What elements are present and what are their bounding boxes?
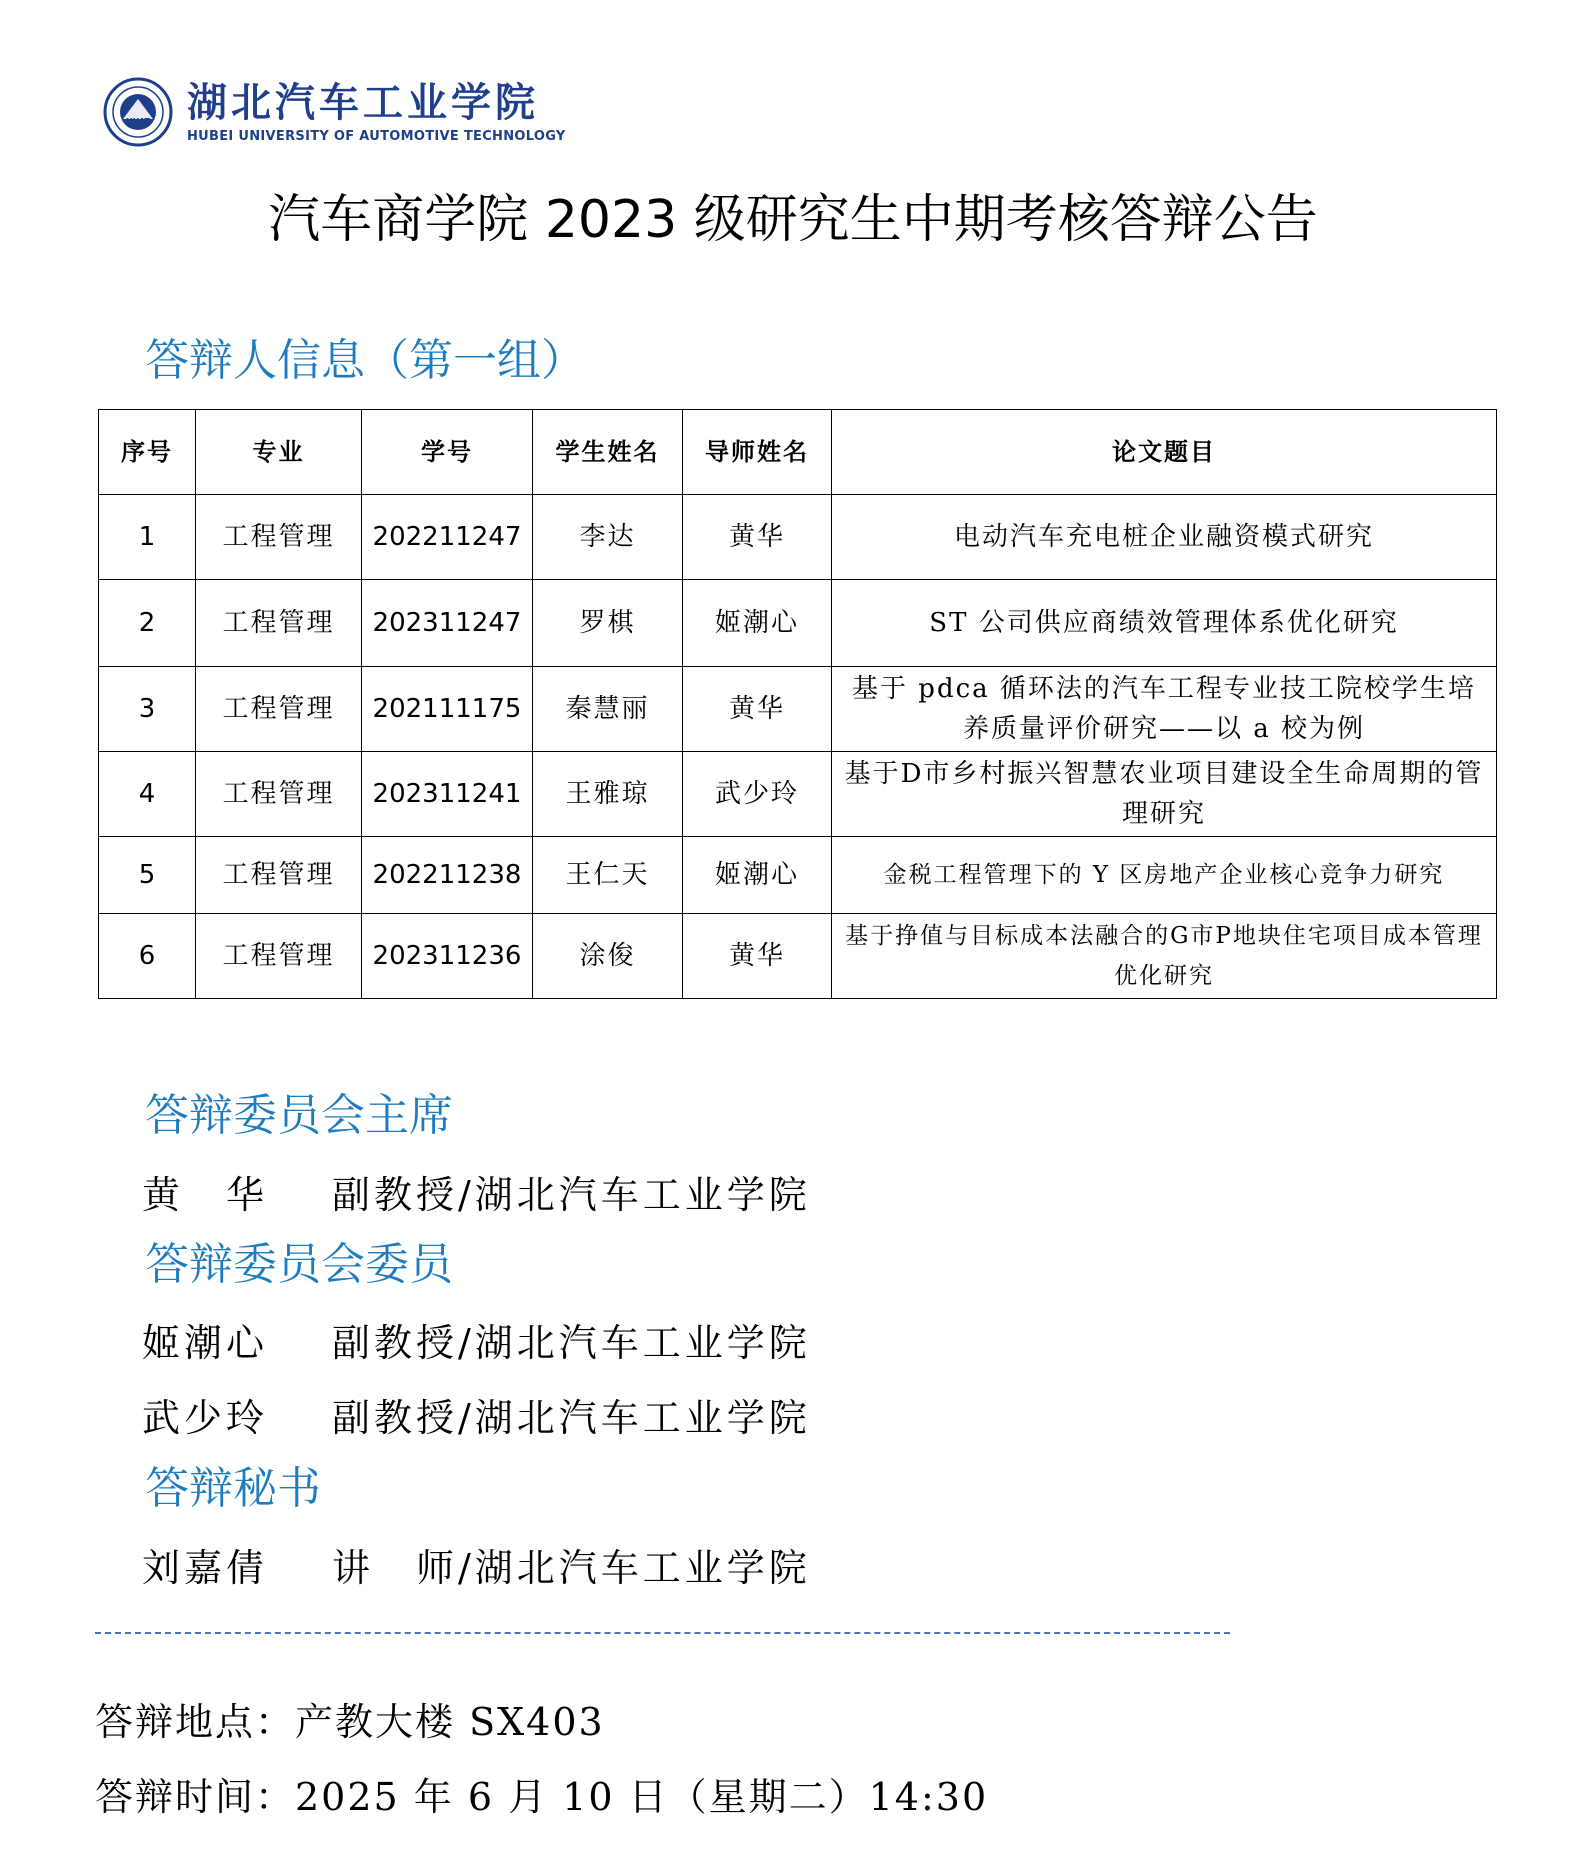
cell-major: 工程管理 <box>196 495 362 580</box>
header-major: 专业 <box>196 410 362 495</box>
cell-advisor-name: 武少玲 <box>683 752 832 837</box>
secretary-entry <box>142 1543 811 1593</box>
defense-time: 答辩时间：2025 年 6 月 10 日（星期二）14:30 <box>95 1775 989 1819</box>
cell-no: 5 <box>99 837 196 914</box>
cell-no: 2 <box>99 580 196 667</box>
member-affiliation: 副教授/湖北汽车工业学院 <box>332 1396 811 1440</box>
table-row <box>99 837 1497 914</box>
chair-heading: 答辩委员会主席 <box>145 1090 453 1141</box>
university-seal-icon <box>103 77 173 147</box>
cell-major: 工程管理 <box>196 752 362 837</box>
cell-student-name: 王雅琼 <box>533 752 683 837</box>
cell-thesis-title: 基于 pdca 循环法的汽车工程专业技工院校学生培养质量评价研究——以 a 校为例 <box>832 667 1497 752</box>
member-entry <box>142 1393 811 1443</box>
cell-student-name: 王仁天 <box>533 837 683 914</box>
cell-major: 工程管理 <box>196 914 362 999</box>
cell-advisor-name: 姬潮心 <box>683 580 832 667</box>
header-thesis-title: 论文题目 <box>832 410 1497 495</box>
cell-thesis-title: 金税工程管理下的 Y 区房地产企业核心竞争力研究 <box>832 837 1497 914</box>
cell-thesis-title: 基于挣值与目标成本法融合的G市P地块住宅项目成本管理优化研究 <box>832 914 1497 999</box>
logo-english-name: HUBEI UNIVERSITY OF AUTOMOTIVE TECHNOLOGY <box>187 129 566 144</box>
logo-chinese-name: 湖北汽车工业学院 <box>187 79 539 126</box>
cell-no: 6 <box>99 914 196 999</box>
cell-student-id: 202211238 <box>362 837 533 914</box>
university-logo <box>103 77 566 149</box>
table-row <box>99 914 1497 999</box>
cell-advisor-name: 姬潮心 <box>683 837 832 914</box>
cell-major: 工程管理 <box>196 837 362 914</box>
table-row <box>99 580 1497 667</box>
members-heading: 答辩委员会委员 <box>145 1239 453 1290</box>
group-heading: 答辩人信息（第一组） <box>145 335 585 386</box>
member-name: 武少玲 <box>142 1396 269 1440</box>
cell-student-id: 202311247 <box>362 580 533 667</box>
cell-student-name: 罗棋 <box>533 580 683 667</box>
chair-affiliation: 副教授/湖北汽车工业学院 <box>332 1173 811 1217</box>
cell-student-id: 202311236 <box>362 914 533 999</box>
table-row <box>99 752 1497 837</box>
cell-student-name: 涂俊 <box>533 914 683 999</box>
secretary-affiliation: 讲 师/湖北汽车工业学院 <box>332 1546 811 1590</box>
document-title: 汽车商学院 2023 级研究生中期考核答辩公告 <box>268 190 1318 250</box>
defense-student-table <box>98 409 1497 999</box>
member-name: 姬潮心 <box>142 1321 269 1365</box>
dashed-divider <box>95 1632 1230 1634</box>
header-advisor-name: 导师姓名 <box>683 410 832 495</box>
cell-student-id: 202211247 <box>362 495 533 580</box>
cell-no: 4 <box>99 752 196 837</box>
cell-major: 工程管理 <box>196 667 362 752</box>
member-entry <box>142 1318 811 1368</box>
cell-major: 工程管理 <box>196 580 362 667</box>
table-header-row <box>99 410 1497 495</box>
header-student-name: 学生姓名 <box>533 410 683 495</box>
cell-no: 3 <box>99 667 196 752</box>
cell-advisor-name: 黄华 <box>683 667 832 752</box>
chair-entry <box>142 1170 811 1220</box>
cell-advisor-name: 黄华 <box>683 495 832 580</box>
cell-thesis-title: 基于D市乡村振兴智慧农业项目建设全生命周期的管理研究 <box>832 752 1497 837</box>
cell-advisor-name: 黄华 <box>683 914 832 999</box>
secretary-heading: 答辩秘书 <box>145 1463 321 1514</box>
header-student-id: 学号 <box>362 410 533 495</box>
table-row <box>99 495 1497 580</box>
cell-thesis-title: 电动汽车充电桩企业融资模式研究 <box>832 495 1497 580</box>
seal-text: HUAT <box>126 117 150 126</box>
table-row <box>99 667 1497 752</box>
defense-venue: 答辩地点：产教大楼 SX403 <box>95 1700 605 1744</box>
secretary-name: 刘嘉倩 <box>142 1546 269 1590</box>
cell-student-name: 李达 <box>533 495 683 580</box>
cell-student-id: 202311241 <box>362 752 533 837</box>
chair-name: 黄 华 <box>142 1173 269 1217</box>
cell-no: 1 <box>99 495 196 580</box>
cell-thesis-title: ST 公司供应商绩效管理体系优化研究 <box>832 580 1497 667</box>
header-no: 序号 <box>99 410 196 495</box>
cell-student-name: 秦慧丽 <box>533 667 683 752</box>
member-affiliation: 副教授/湖北汽车工业学院 <box>332 1321 811 1365</box>
cell-student-id: 202111175 <box>362 667 533 752</box>
